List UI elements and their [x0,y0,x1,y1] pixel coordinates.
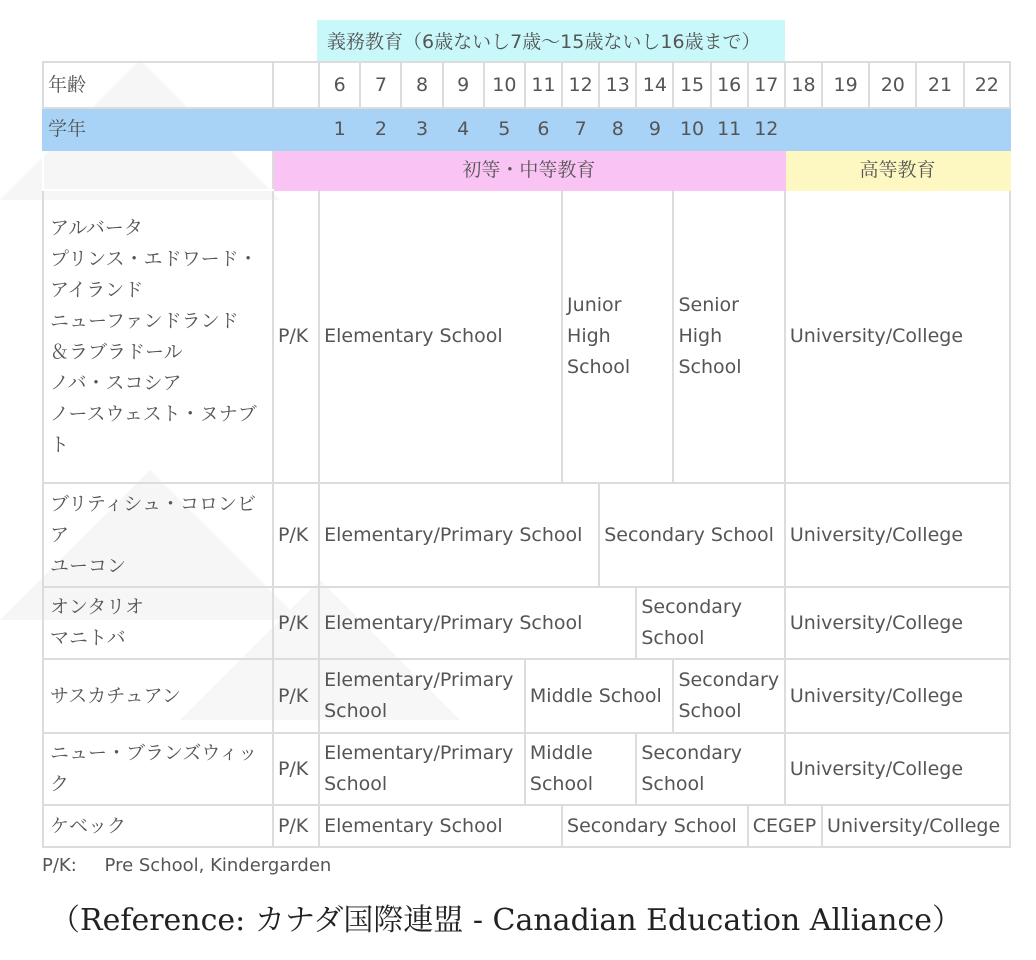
grade-blank-cell [273,108,319,150]
province-name: ニューファンドランド [50,309,239,332]
province-name: マニトバ [50,627,126,649]
age-cell: 17 [748,62,785,108]
province-row [43,483,1010,587]
grade-blank-cell [916,108,963,150]
province-names [43,805,273,847]
reference-caption: （Reference: カナダ国際連盟 - Canadian Education Alliance） [50,903,963,938]
secondary-school-cell: Secondary School [599,483,785,587]
grade-cell: 10 [673,108,710,150]
grade-cell: 11 [711,108,748,150]
university-college-cell: University/College [785,483,1010,587]
compulsory-education-label: 義務教育（6歳ないし7歳〜15歳ないし16歳まで） [327,31,761,53]
province-name: ＆ラブラドール [50,340,183,363]
grade-cell: 7 [562,108,599,150]
age-cell: 18 [785,62,822,108]
elementary-school-cell: Elementary School [319,190,562,483]
elementary-primary-school-cell: Elementary/Primary School [319,659,525,733]
age-header: 年齢 [43,62,273,108]
age-cell: 11 [525,62,562,108]
province-row [43,805,1010,847]
footnote-abbreviation: P/K: [42,855,77,876]
age-cell: 21 [916,62,963,108]
province-name: ニュー・ブランズウィック [50,742,258,795]
grade-cell: 1 [319,108,360,150]
preschool-cell: P/K [273,805,319,847]
age-blank-cell [273,62,319,108]
age-cell: 13 [599,62,636,108]
junior-high-school-cell: Junior High School [562,190,673,483]
university-college-cell: University/College [785,190,1010,483]
province-names [43,483,273,587]
university-college-cell: University/College [785,659,1010,733]
age-cell: 7 [360,62,401,108]
age-cell: 14 [636,62,673,108]
middle-school-cell: Middle School [525,733,636,805]
higher-education-header: 高等教育 [785,150,1010,190]
grade-blank-cell [964,108,1010,150]
elementary-primary-school-cell: Elementary/Primary School [319,483,599,587]
preschool-cell: P/K [273,659,319,733]
secondary-school-cell: Secondary School [636,733,785,805]
grade-cell: 9 [636,108,673,150]
primary-secondary-education-header: 初等・中等教育 [273,150,785,190]
age-cell: 19 [822,62,869,108]
province-row [43,733,1010,805]
age-cell: 8 [401,62,442,108]
footnote [42,855,331,876]
province-name: サスカチュアン [50,684,181,707]
cegep-cell: CEGEP [748,805,822,847]
preschool-cell: P/K [273,190,319,483]
elementary-primary-school-cell: Elementary/Primary School [319,587,636,659]
education-stage-row [43,150,1010,190]
grade-cell: 2 [360,108,401,150]
senior-high-school-cell: Senior High School [673,190,784,483]
grade-cell: 8 [599,108,636,150]
elementary-primary-school-cell: Elementary/Primary School [319,733,525,805]
province-row [43,587,1010,659]
elementary-school-cell: Elementary School [319,805,562,847]
age-cell: 9 [443,62,484,108]
age-cell: 12 [562,62,599,108]
province-row [43,190,1010,483]
stage-blank-cell [43,150,273,190]
province-name: プリンス・エドワード・ [50,247,258,270]
preschool-cell: P/K [273,587,319,659]
grade-blank-cell [785,108,822,150]
grade-blank-cell [869,108,916,150]
province-names [43,659,273,733]
preschool-cell: P/K [273,483,319,587]
middle-school-cell: Middle School [525,659,674,733]
compulsory-education-banner [317,20,785,61]
age-cell: 6 [319,62,360,108]
province-name: オンタリオ [50,596,145,618]
province-name: ケベック [50,814,127,837]
province-name: アイランド [50,278,144,301]
age-cell: 22 [964,62,1010,108]
preschool-cell: P/K [273,733,319,805]
province-names [43,190,273,483]
grade-cell: 4 [443,108,484,150]
grade-header: 学年 [43,108,273,150]
grade-blank-cell [822,108,869,150]
footnote-text: Pre School, Kindergarden [104,855,332,876]
age-row [43,62,1010,108]
age-cell: 15 [673,62,710,108]
province-names [43,733,273,805]
secondary-school-cell: Secondary School [673,659,784,733]
university-college-cell: University/College [785,587,1010,659]
secondary-school-cell: Secondary School [562,805,748,847]
grade-cell: 6 [525,108,562,150]
province-name: ブリティシュ・コロンビア [50,492,256,546]
province-name: アルバータ [50,216,143,239]
grade-cell: 12 [748,108,785,150]
province-name: ユーコン [50,554,127,577]
province-name: ノバ・スコシア [50,371,182,394]
age-cell: 16 [711,62,748,108]
age-cell: 20 [869,62,916,108]
grade-row [43,108,1010,150]
age-cell: 10 [484,62,525,108]
grade-cell: 3 [401,108,442,150]
university-college-cell: University/College [822,805,1010,847]
education-system-table [42,61,1011,848]
secondary-school-cell: Secondary School [636,587,785,659]
grade-cell: 5 [484,108,525,150]
university-college-cell: University/College [785,733,1010,805]
province-row [43,659,1010,733]
province-name: ノースウェスト・ヌナブト [50,402,257,456]
province-names [43,587,273,659]
